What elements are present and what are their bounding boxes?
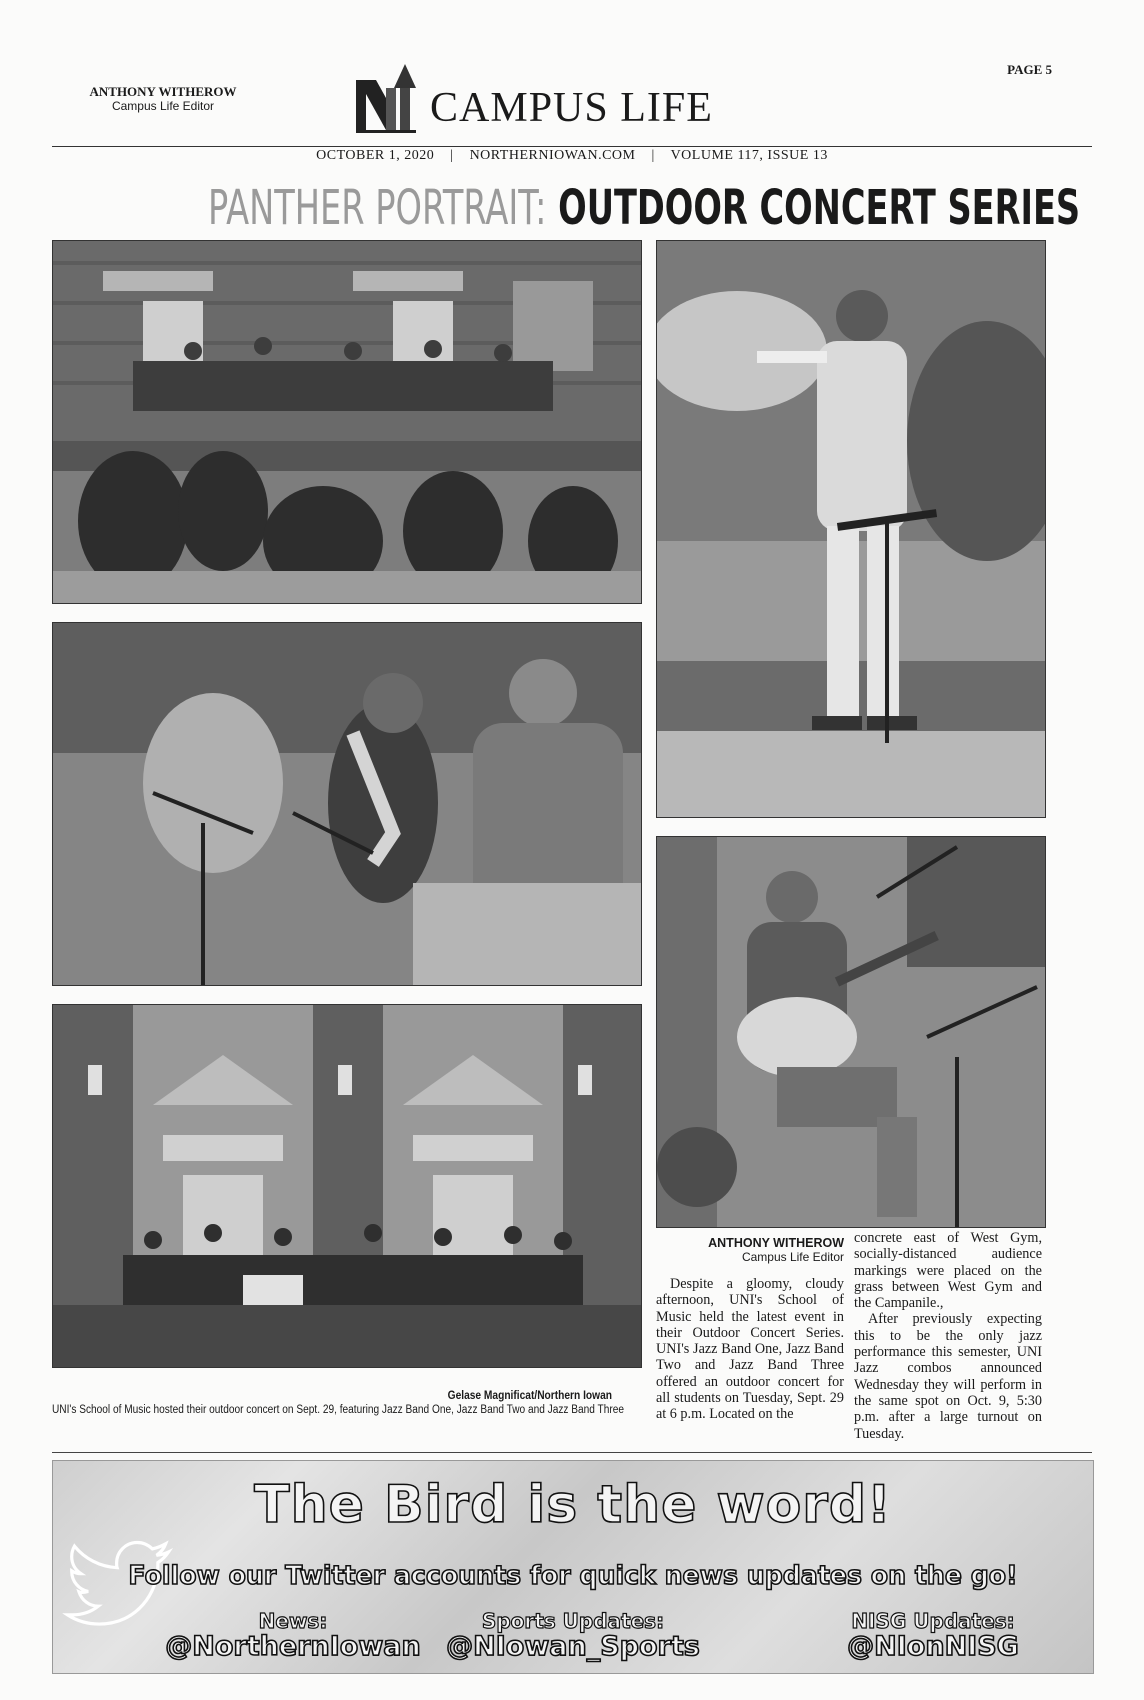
news-handle[interactable]: @NorthernIowan — [165, 1631, 421, 1662]
editor-name: ANTHONY WITHEROW — [89, 84, 237, 99]
photo-saxophone-players — [52, 622, 642, 986]
headline-title: OUTDOOR CONCERT SERIES — [558, 180, 1081, 236]
article-author-role: Campus Life Editor — [741, 1250, 844, 1264]
twitter-ad — [52, 1460, 1094, 1674]
photo-guitarist — [656, 836, 1046, 1228]
article-paragraph: Despite a gloomy, cloudy afternoon, UNI's School of Music held the latest event in their Outdoor Concert Series. UNI's Jazz Band One, Jazz Band Two and Jazz Band Three offered an outdoor concert for all students on Tuesday, Sept. 29 at 6 p.m. Located on the — [656, 1276, 844, 1423]
article-column-1 — [656, 1276, 844, 1438]
article-column-2 — [854, 1230, 1042, 1440]
photo-trumpet-player — [656, 240, 1046, 818]
ad-headline: The Bird is the word! — [254, 1475, 892, 1535]
section-editor — [78, 84, 248, 114]
issue-date: OCTOBER 1, 2020 — [316, 148, 435, 163]
nisg-label: NISG Updates: — [851, 1609, 1015, 1633]
volume-issue: VOLUME 117, ISSUE 13 — [670, 148, 828, 163]
news-label: News: — [258, 1609, 328, 1633]
photo-credit: Gelase Magnificat/Northern Iowan — [447, 1388, 612, 1402]
photo-jazz-band-audience — [52, 240, 642, 604]
dateline — [52, 148, 1092, 164]
header-rule — [52, 146, 1092, 147]
article-paragraph: After previously expecting this to be the only jazz performance this semester, UNI Jazz combos announced Wednesday they will perform in the same spot on Oct. 9, 5:30 p.m. after a large turnout on Tuesday. — [854, 1311, 1042, 1442]
nisg-handle[interactable]: @NIonNISG — [847, 1631, 1019, 1662]
sports-label: Sports Updates: — [481, 1609, 665, 1633]
article-byline — [658, 1236, 844, 1264]
dateline-separator: | — [450, 148, 454, 163]
ad-subline: Follow our Twitter accounts for quick news updates on the go! — [128, 1561, 1018, 1591]
website: NORTHERNIOWAN.COM — [469, 148, 636, 163]
dateline-separator: | — [651, 148, 655, 163]
headline-prefix: PANTHER PORTRAIT: — [208, 180, 547, 236]
page-headline — [208, 180, 1081, 236]
sports-handle[interactable]: @NIowan_Sports — [446, 1631, 700, 1662]
article-author: ANTHONY WITHEROW — [708, 1236, 844, 1250]
photo-band-building-evening — [52, 1004, 642, 1368]
section-title: CAMPUS LIFE — [430, 85, 713, 131]
northern-iowan-logo — [352, 58, 434, 134]
editor-role: Campus Life Editor — [111, 99, 215, 113]
page-number: PAGE 5 — [1007, 62, 1052, 77]
article-paragraph: concrete east of West Gym, socially-distanced audience markings were placed on the grass between West Gym and the Campanile., — [854, 1230, 1042, 1312]
ad-rule — [52, 1452, 1092, 1453]
photo-caption: UNI's School of Music hosted their outdoor concert on Sept. 29, featuring Jazz Band One, Jazz Band Two and Jazz Band Three — [52, 1404, 624, 1416]
